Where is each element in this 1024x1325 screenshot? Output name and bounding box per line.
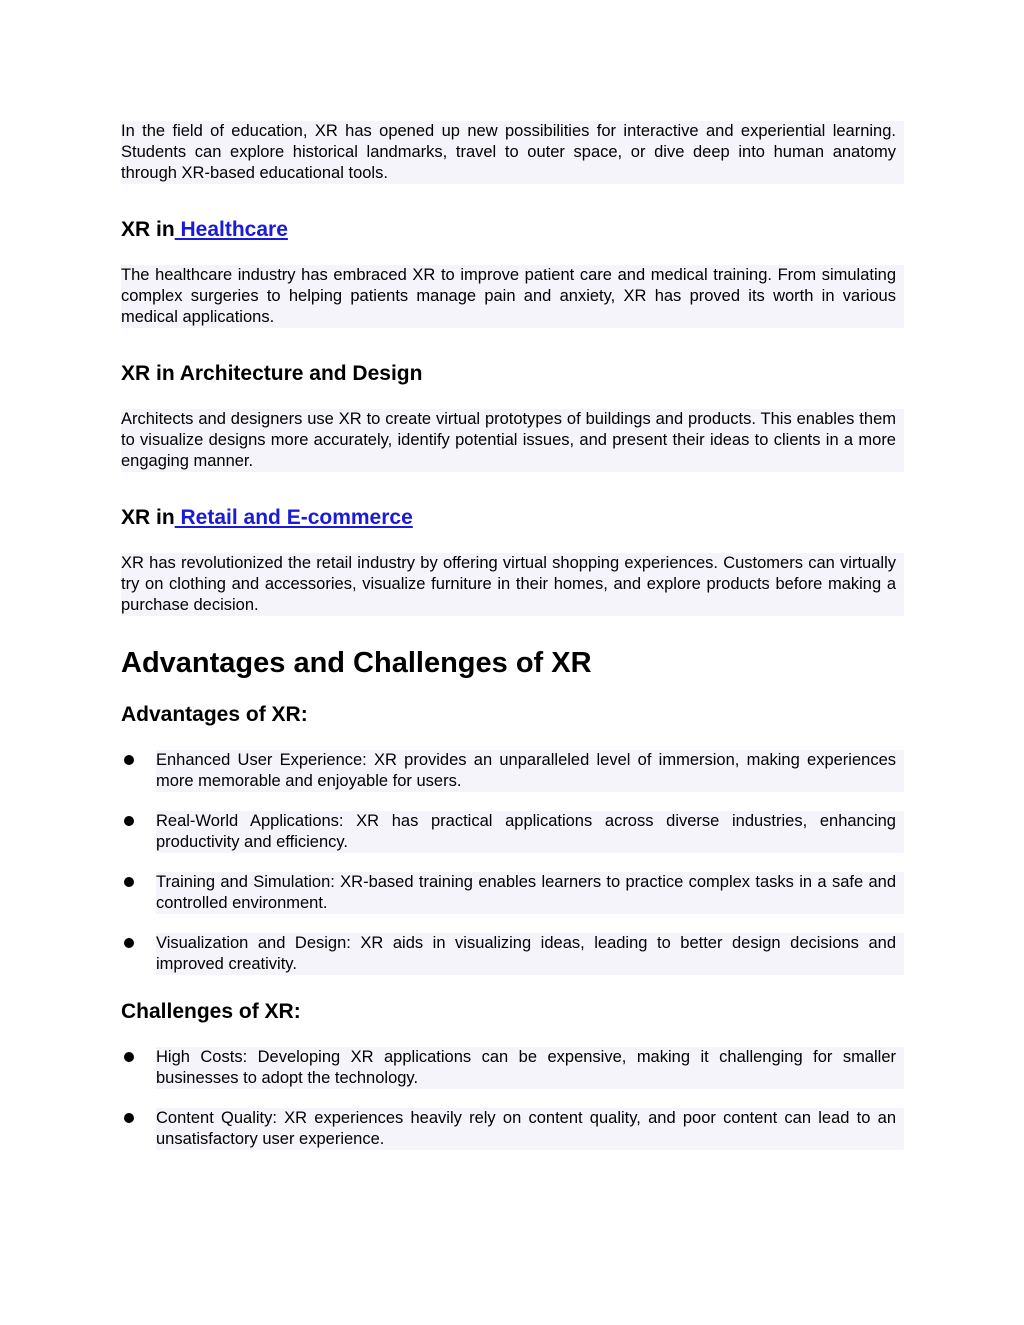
challenges-heading: Challenges of XR: — [121, 1000, 301, 1023]
retail-paragraph: XR has revolutionized the retail industry by offering virtual shopping experiences. Customers can virtually try on clothing and accessories, visualize furniture in their homes, and explore products before making a purchase decision. — [121, 553, 904, 616]
healthcare-heading — [121, 217, 904, 243]
education-paragraph: In the field of education, XR has opened up new possibilities for interactive and experiential learning. Students can explore historical landmarks, travel to outer space, or dive deep into human anatomy through XR-based educational tools. — [121, 121, 904, 184]
list-item — [121, 750, 904, 792]
retail-heading — [121, 505, 904, 531]
advantage-text: Training and Simulation: XR-based training enables learners to practice complex tasks in a safe and controlled environment. — [156, 872, 904, 914]
retail-heading-prefix: XR in — [121, 506, 175, 529]
advantage-text: Real-World Applications: XR has practical applications across diverse industries, enhancing productivity and efficiency. — [156, 811, 904, 853]
list-item — [121, 933, 904, 975]
healthcare-paragraph: The healthcare industry has embraced XR to improve patient care and medical training. From simulating complex surgeries to helping patients manage pain and anxiety, XR has proved its worth in various medical applications. — [121, 265, 904, 328]
challenges-list — [121, 1047, 904, 1150]
advantages-list — [121, 750, 904, 975]
bullet-icon — [124, 816, 134, 826]
healthcare-link[interactable]: Healthcare — [174, 218, 288, 241]
bullet-icon — [124, 877, 134, 887]
advantage-text: Enhanced User Experience: XR provides an unparalleled level of immersion, making experiences more memorable and enjoyable for users. — [156, 750, 904, 792]
challenge-text: High Costs: Developing XR applications can be expensive, making it challenging for smaller businesses to adopt the technology. — [156, 1047, 904, 1089]
list-item — [121, 872, 904, 914]
document-content — [121, 121, 904, 1150]
bullet-icon — [124, 938, 134, 948]
bullet-icon — [124, 1052, 134, 1062]
bullet-icon — [124, 1113, 134, 1123]
advantages-heading: Advantages of XR: — [121, 703, 308, 726]
healthcare-heading-prefix: XR in — [121, 218, 175, 241]
retail-link[interactable]: Retail and E-commerce — [174, 506, 413, 529]
bullet-icon — [124, 755, 134, 765]
architecture-paragraph: Architects and designers use XR to create virtual prototypes of buildings and products. This enables them to visualize designs more accurately, identify potential issues, and present their ideas to clients in a more engaging manner. — [121, 409, 904, 472]
architecture-heading: XR in Architecture and Design — [121, 362, 423, 385]
advantages-challenges-heading: Advantages and Challenges of XR — [121, 647, 592, 679]
challenge-text: Content Quality: XR experiences heavily rely on content quality, and poor content can lead to an unsatisfactory user experience. — [156, 1108, 904, 1150]
list-item — [121, 811, 904, 853]
list-item — [121, 1047, 904, 1089]
list-item — [121, 1108, 904, 1150]
advantage-text: Visualization and Design: XR aids in visualizing ideas, leading to better design decisions and improved creativity. — [156, 933, 904, 975]
